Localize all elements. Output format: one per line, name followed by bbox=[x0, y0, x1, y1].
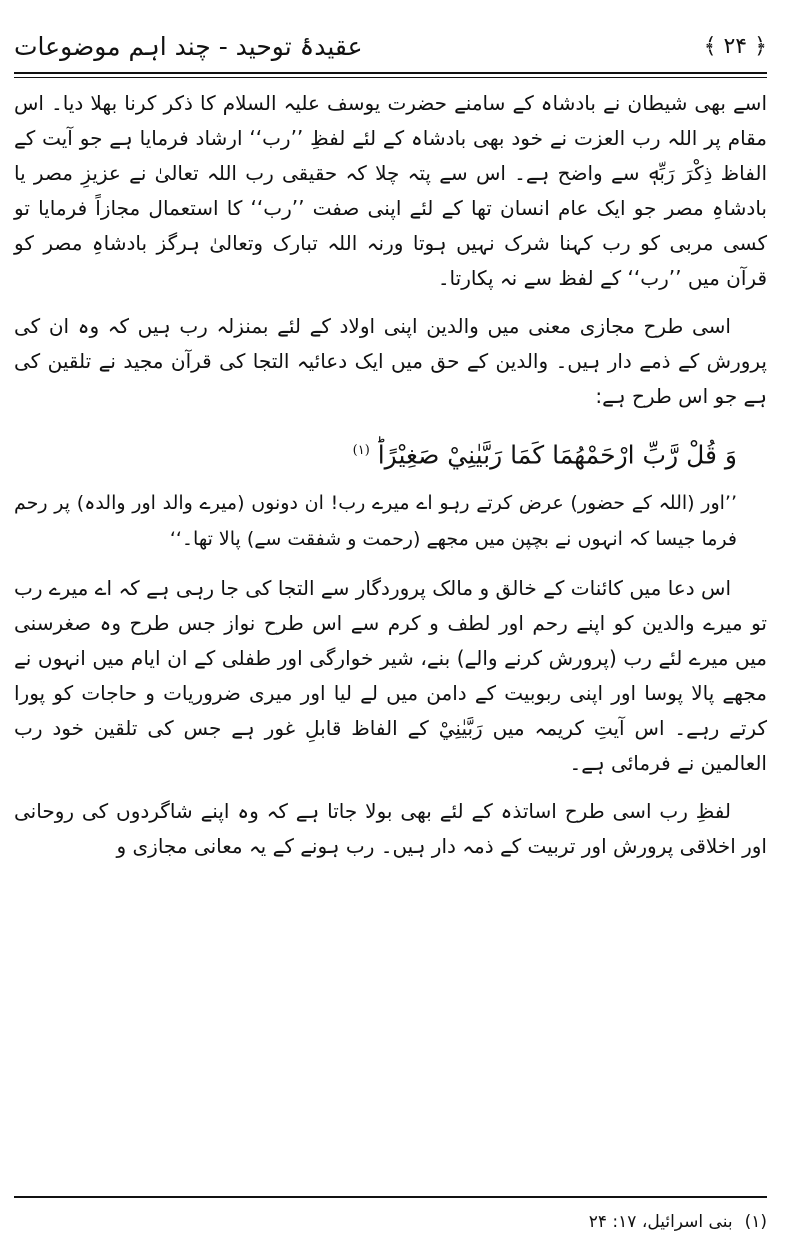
header-rule bbox=[14, 72, 767, 74]
header-rule-thin bbox=[14, 77, 767, 78]
body-text bbox=[14, 86, 767, 877]
paragraph: لفظِ رب اسی طرح اساتذہ کے لئے بھی بولا جاتا ہے کہ وہ اپنے شاگردوں کی روحانی اور اخلاقی پرورش اور تربیت کے ذمہ دار ہیں۔ رب ہونے کے یہ معانی مجازی و bbox=[14, 799, 767, 859]
footnote bbox=[589, 1212, 767, 1232]
running-title: عقیدۂ توحید - چند اہم موضوعات bbox=[14, 31, 363, 61]
verse-footnote-marker: (۱) bbox=[352, 443, 370, 458]
paragraph: اسے بھی شیطان نے بادشاہ کے سامنے حضرت یوسف علیہ السلام کا ذکر کرنا بھلا دیا۔ اس مقام پر اللہ رب العزت نے خود بھی بادشاہ کے لئے لفظِ ’’رب‘‘ ارشاد فرمایا ہے جو آیت کے الفاظ ذِکْرَ رَبِّهٖ سے واضح ہے۔ اس سے پتہ چلا کہ حقیقی رب اللہ تعالیٰ نے عزیزِ مصر یا بادشاہِ مصر جو ایک عام انسان تھا کے لئے اپنی صفت ’’رب‘‘ کا استعمال مجازاً فرمایا تو کسی مربی کو رب کہنا شرک نہیں ہوتا ورنہ اللہ تبارک وتعالیٰ ہرگز بادشاہِ مصر کو قرآن میں ’’رب‘‘ کے لفظ سے نہ پکارتا۔ bbox=[14, 91, 767, 290]
paragraph: اسی طرح مجازی معنی میں والدین اپنی اولاد کے لئے بمنزلہ رب ہیں کہ وہ ان کی پرورش کے ذمے دار ہیں۔ والدین کے حق میں ایک دعائیہ التجا کی قرآن مجید نے تلقین کی ہے جو اس طرح ہے: bbox=[14, 314, 767, 408]
footnote-marker: (۱) bbox=[744, 1212, 767, 1232]
footnote-text: بنی اسرائیل، ۱۷: ۲۴ bbox=[588, 1212, 733, 1232]
page-header bbox=[14, 22, 767, 70]
page-number: ﴿ ۲۴ ﴾ bbox=[703, 33, 767, 59]
verse-translation: ’’اور (اللہ کے حضور) عرض کرتے رہو اے میرے رب! ان دونوں (میرے والد اور والدہ) پر رحم فرما جیسا کہ انہوں نے بچپن میں مجھے (رحمت و شفقت سے) پالا تھا۔‘‘ bbox=[14, 492, 737, 551]
quran-verse bbox=[14, 427, 767, 479]
footnote-rule bbox=[14, 1196, 767, 1198]
verse-text: وَ قُلْ رَّبِّ ارْحَمْهُمَا كَمَا رَبَّيٰنِيْ صَغِيْرًاؕ bbox=[377, 440, 737, 470]
paragraph: اس دعا میں کائنات کے خالق و مالک پروردگار سے التجا کی جا رہی ہے کہ اے میرے رب تو میرے والدین کو اپنے رحم اور لطف و کرم سے اس طرح نواز جس طرح وہ صغرسنی میں میرے لئے رب (پرورش کرنے والے) بنے، شیر خوارگی اور طفلی کے ان ایام میں انہوں نے مجھے پالا پوسا اور اپنی ربوبیت کے دامن میں لے لیا اور میری ضروریات و حاجات کو پورا کرتے رہے۔ اس آیتِ کریمہ میں رَبَّيٰنِيْ کے الفاظ قابلِ غور ہے جس کی تلقین خود رب العالمین نے فرمائی ہے۔ bbox=[14, 576, 767, 776]
